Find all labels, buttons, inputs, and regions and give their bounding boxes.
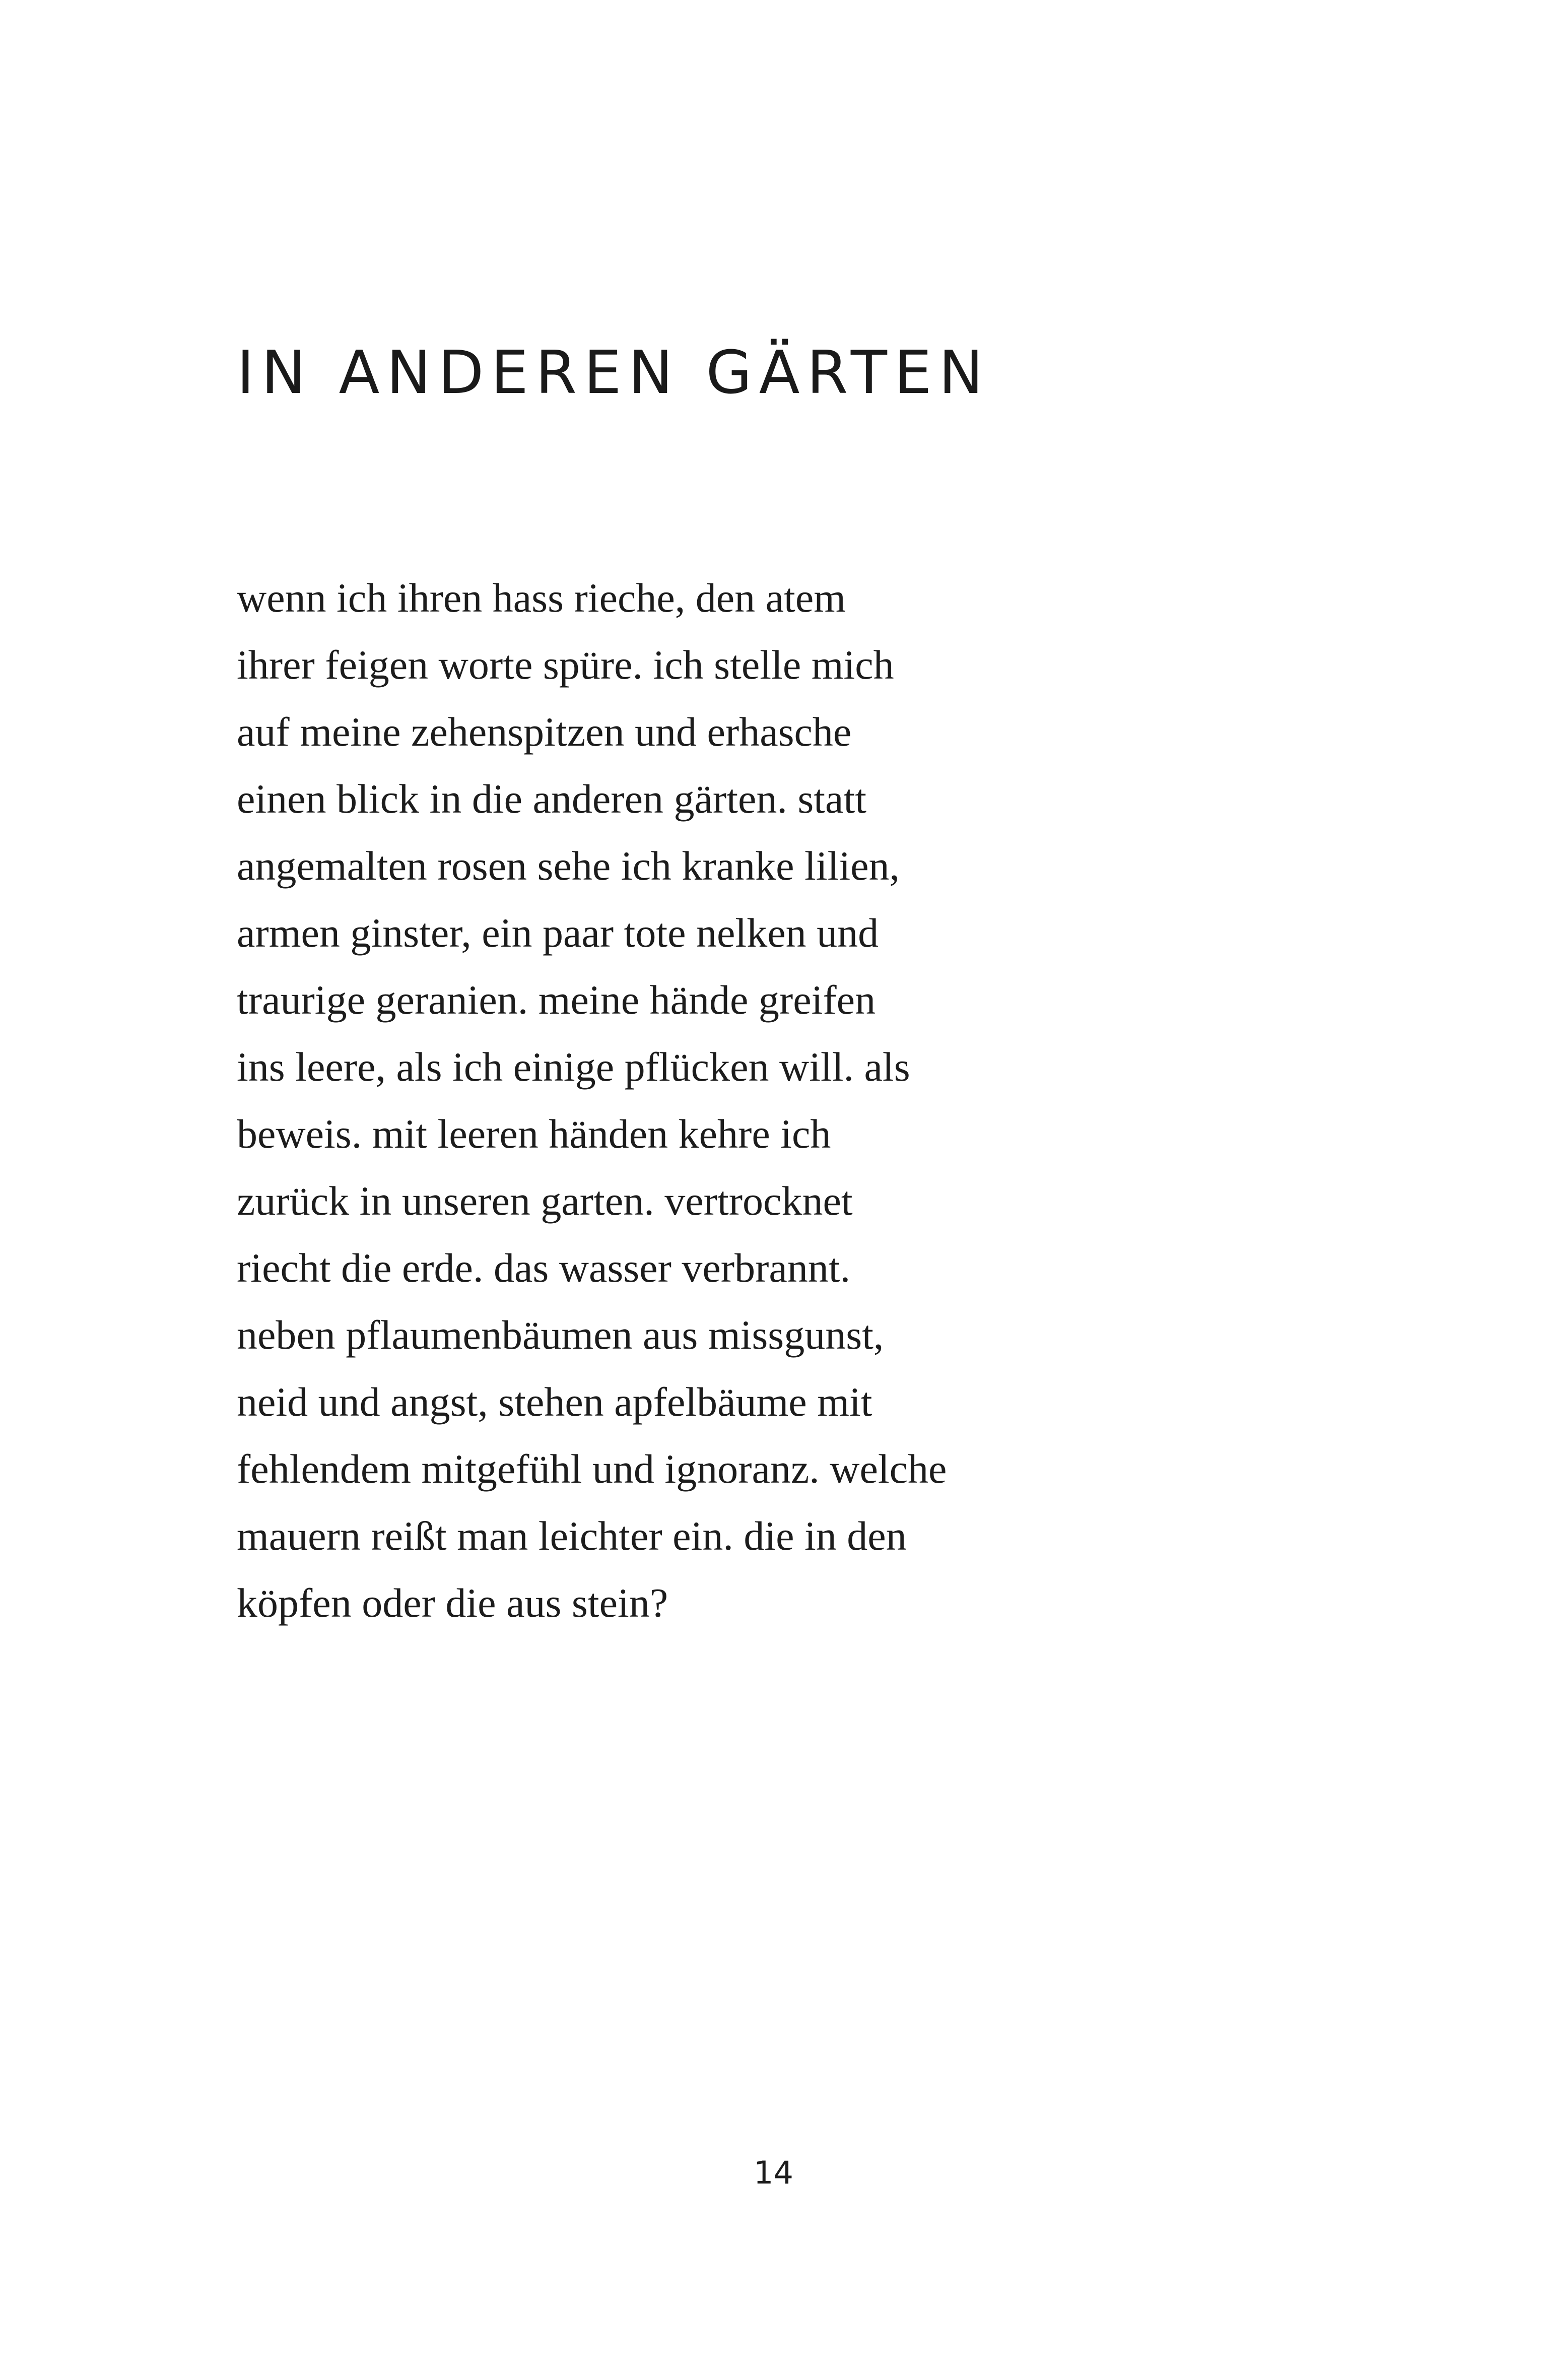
- poem-line: angemalten rosen sehe ich kranke lilien,: [237, 843, 900, 889]
- poem-line: armen ginster, ein paar tote nelken und: [237, 910, 879, 956]
- poem-line: auf meine zehenspitzen und erhasche: [237, 709, 852, 755]
- page-number: 14: [754, 2154, 793, 2191]
- poem-line: köpfen oder die aus stein?: [237, 1580, 668, 1626]
- poem-line: traurige geranien. meine hände greifen: [237, 977, 876, 1023]
- poem-line: ins leere, als ich einige pflücken will. als: [237, 1044, 910, 1090]
- poem-line: einen blick in die anderen gärten. statt: [237, 776, 867, 822]
- poem-title: IN ANDEREN GÄRTEN: [237, 338, 990, 407]
- poem-line: mauern reißt man leichter ein. die in den: [237, 1513, 907, 1559]
- poem-line: neid und angst, stehen apfelbäume mit: [237, 1379, 872, 1425]
- poem-line: zurück in unseren garten. vertrocknet: [237, 1178, 853, 1224]
- poem-body: [237, 564, 947, 1636]
- poem-line: fehlendem mitgefühl und ignoranz. welche: [237, 1446, 947, 1492]
- poem-line: beweis. mit leeren händen kehre ich: [237, 1111, 831, 1157]
- poem-line: ihrer feigen worte spüre. ich stelle mich: [237, 642, 894, 688]
- poem-line: wenn ich ihren hass rieche, den atem: [237, 575, 846, 621]
- poem-line: neben pflaumenbäumen aus missgunst,: [237, 1312, 884, 1358]
- poem-line: riecht die erde. das wasser verbrannt.: [237, 1245, 851, 1291]
